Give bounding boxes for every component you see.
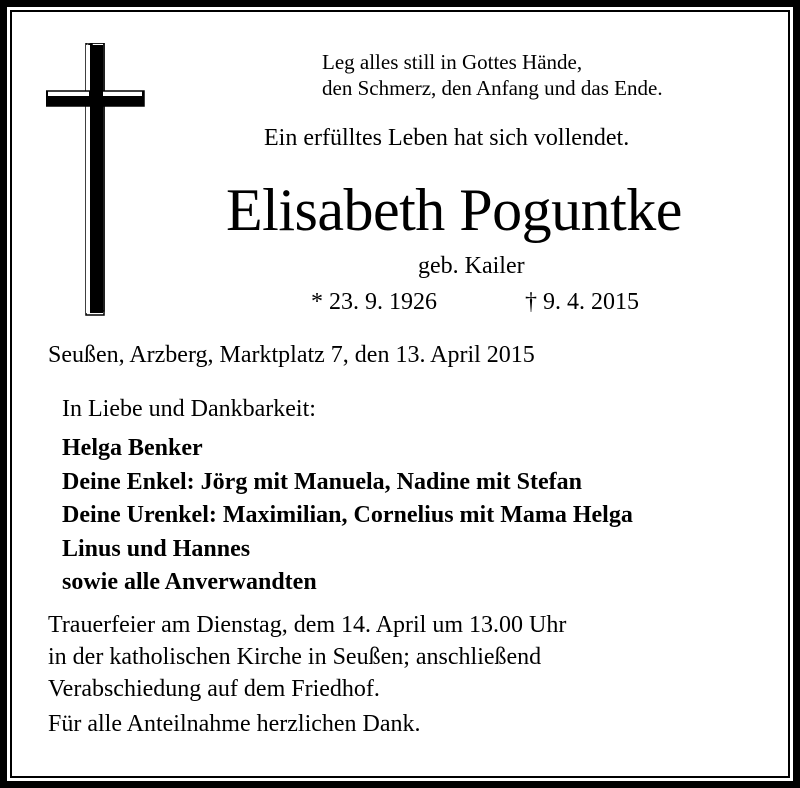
thanks-note: Für alle Anteilnahme herzlichen Dank. [48,711,421,737]
poem-line-2: den Schmerz, den Anfang und das Ende. [322,76,663,100]
poem-line-1: Leg alles still in Gottes Hände, [322,50,583,74]
place-date: Seußen, Arzberg, Marktplatz 7, den 13. April 2015 [48,342,535,368]
mourner-line: Deine Urenkel: Maximilian, Cornelius mit Mama Helga [62,502,633,528]
mourner-line: sowie alle Anverwandten [62,569,317,595]
birth-date: * 23. 9. 1926 [311,289,437,315]
death-date: † 9. 4. 2015 [525,289,639,315]
poem [322,49,663,101]
deceased-name: Elisabeth Poguntke [226,177,682,243]
maiden-name: geb. Kailer [418,253,525,279]
mourner-line: Helga Benker [62,435,203,461]
tagline: Ein erfülltes Leben hat sich vollendet. [264,125,630,151]
service-line-2: in der katholischen Kirche in Seußen; anschließend [48,644,542,670]
cross-icon [46,43,146,318]
mourner-line: Linus und Hannes [62,535,251,562]
service-info [48,609,566,705]
mourners-list [62,432,633,600]
service-line-3: Verabschiedung auf dem Friedhof. [48,676,380,702]
mourner-line: Deine Enkel: Jörg mit Manuela, Nadine mit Stefan [62,468,582,495]
service-line-1: Trauerfeier am Dienstag, dem 14. April um 13.00 Uhr [48,612,567,638]
mourners-intro: In Liebe und Dankbarkeit: [62,396,316,422]
